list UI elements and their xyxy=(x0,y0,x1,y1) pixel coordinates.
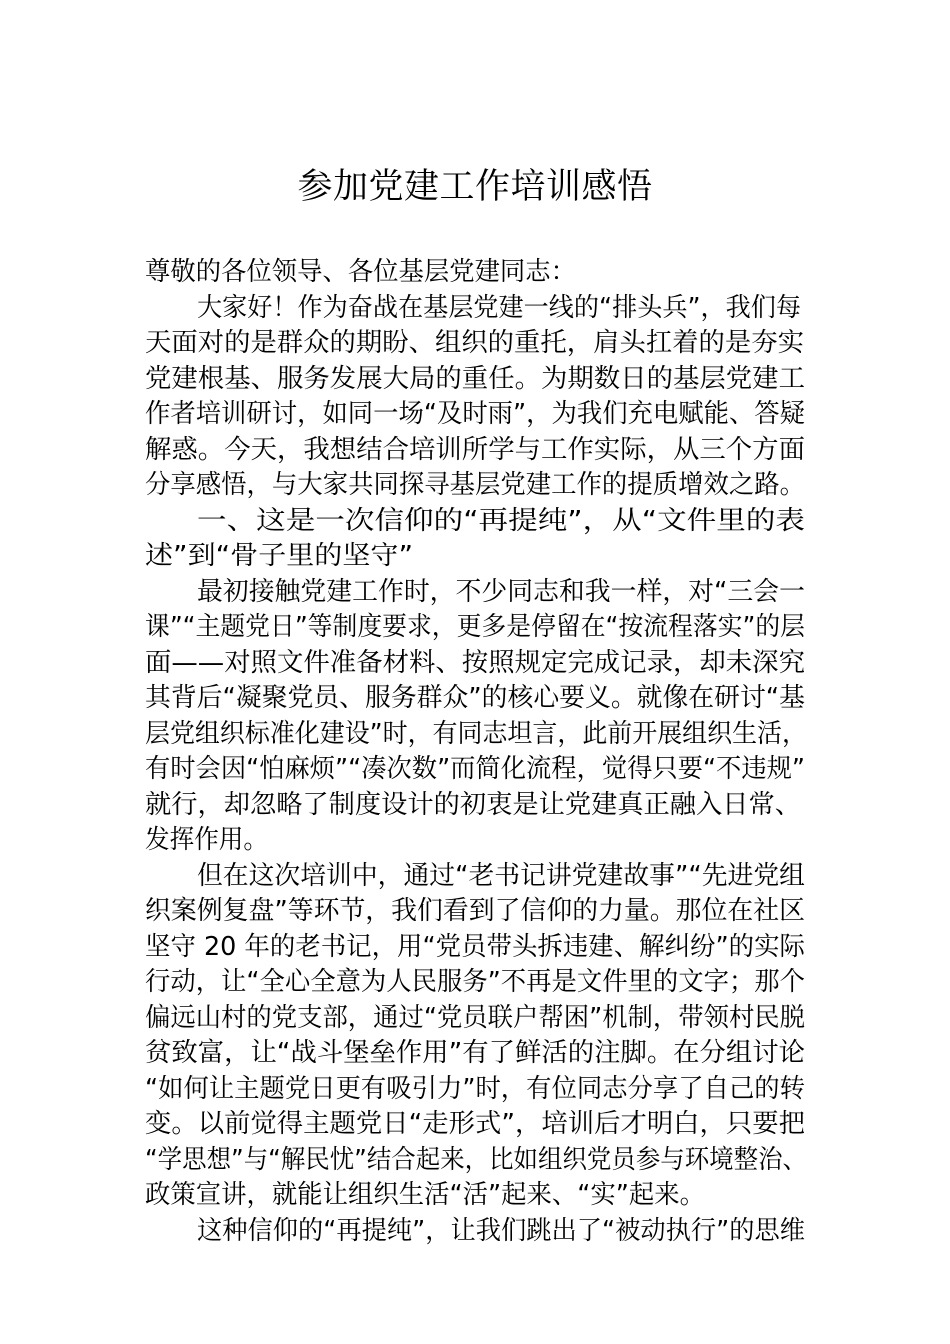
text-line: 政策宣讲，就能让组织生活“活”起来、“实”起来。 xyxy=(145,1180,705,1210)
text-line: 天面对的是群众的期盼、组织的重托，肩头扛着的是夯实 xyxy=(145,328,805,358)
text-line: 一、这是一次信仰的“再提纯”，从“文件里的表 xyxy=(197,505,805,536)
paragraph-line xyxy=(145,610,809,646)
text-line: 课”“主题党日”等制度要求，更多是停留在“按流程落实”的层 xyxy=(145,612,805,642)
text-line: 最初接触党建工作时，不少同志和我一样，对“三会一 xyxy=(197,576,805,607)
paragraph-line xyxy=(145,717,809,753)
document-body xyxy=(145,255,809,1249)
text-line: 织案例复盘”等环节，我们看到了信仰的力量。那位在社区 xyxy=(145,896,805,926)
text-line: “如何让主题党日更有吸引力”时，有位同志分享了自己的转 xyxy=(145,1073,805,1104)
paragraph-line xyxy=(145,1214,809,1250)
text-line: 述”到“骨子里的坚守” xyxy=(145,541,413,571)
text-line: 其背后“凝聚党员、服务群众”的核心要义。就像在研讨“基 xyxy=(145,683,805,713)
paragraph-line xyxy=(145,965,809,1001)
paragraph-line xyxy=(145,1107,809,1143)
text-line: 行动，让“全心全意为人民服务”不再是文件里的文字；那个 xyxy=(145,967,805,997)
text-line: 偏远山村的党支部，通过“党员联户帮困”机制，带领村民脱 xyxy=(145,1002,805,1033)
text-line: 作者培训研讨，如同一场“及时雨”，为我们充电赋能、答疑 xyxy=(145,399,805,429)
text-line: 但在这次培训中，通过“老书记讲党建故事”“先进党组 xyxy=(197,860,805,891)
text-line: 贫致富，让“战斗堡垒作用”有了鲜活的注脚。在分组讨论 xyxy=(145,1038,805,1068)
paragraph-line xyxy=(145,468,809,504)
paragraph-line xyxy=(145,1036,809,1072)
text-line: 有时会因“怕麻烦”“凑次数”而简化流程，觉得只要“不违规” xyxy=(145,754,805,784)
text-line: 面——对照文件准备材料、按照规定完成记录，却未深究 xyxy=(145,647,805,678)
paragraph-line xyxy=(145,575,809,611)
paragraph-line xyxy=(145,326,809,362)
text-line: 这种信仰的“再提纯”，让我们跳出了“被动执行”的思维 xyxy=(197,1215,805,1246)
paragraph-line xyxy=(145,930,809,966)
paragraph-line xyxy=(145,823,809,859)
text-line: 大家好！作为奋战在基层党建一线的“排头兵”，我们每 xyxy=(197,292,801,323)
paragraph-line xyxy=(145,433,809,469)
paragraph-line xyxy=(145,1143,809,1179)
paragraph-line xyxy=(145,291,809,327)
paragraph-line xyxy=(145,1001,809,1037)
text-line: 坚守 20 年的老书记，用“党员带头拆违建、解纠纷”的实际 xyxy=(145,931,805,962)
paragraph-line xyxy=(145,752,809,788)
text-line: 分享感悟，与大家共同探寻基层党建工作的提质增效之路。 xyxy=(145,470,805,500)
text-line: 变。以前觉得主题党日“走形式”，培训后才明白，只要把 xyxy=(145,1109,805,1139)
paragraph-line xyxy=(145,681,809,717)
text-line: 层党组织标准化建设”时，有同志坦言，此前开展组织生活， xyxy=(145,718,807,749)
paragraph-line xyxy=(145,1072,809,1108)
text-line: 尊敬的各位领导、各位基层党建同志： xyxy=(145,257,576,287)
section-heading-line xyxy=(145,539,809,575)
salutation-line xyxy=(145,255,809,291)
text-line: “学思想”与“解民忧”结合起来，比如组织党员参与环境整治、 xyxy=(145,1144,807,1175)
paragraph-line xyxy=(145,362,809,398)
text-line: 发挥作用。 xyxy=(145,825,268,855)
text-line: 党建根基、服务发展大局的重任。为期数日的基层党建工 xyxy=(145,363,805,394)
paragraph-line xyxy=(145,894,809,930)
document-title: 参加党建工作培训感悟 xyxy=(297,167,653,207)
section-heading-line xyxy=(145,504,809,540)
text-line: 解惑。今天，我想结合培训所学与工作实际，从三个方面 xyxy=(145,434,805,465)
paragraph-line xyxy=(145,397,809,433)
paragraph-line xyxy=(145,1178,809,1214)
text-line: 就行，却忽略了制度设计的初衷是让党建真正融入日常、 xyxy=(145,789,801,820)
paragraph-line xyxy=(145,646,809,682)
paragraph-line xyxy=(145,788,809,824)
paragraph-line xyxy=(145,859,809,895)
